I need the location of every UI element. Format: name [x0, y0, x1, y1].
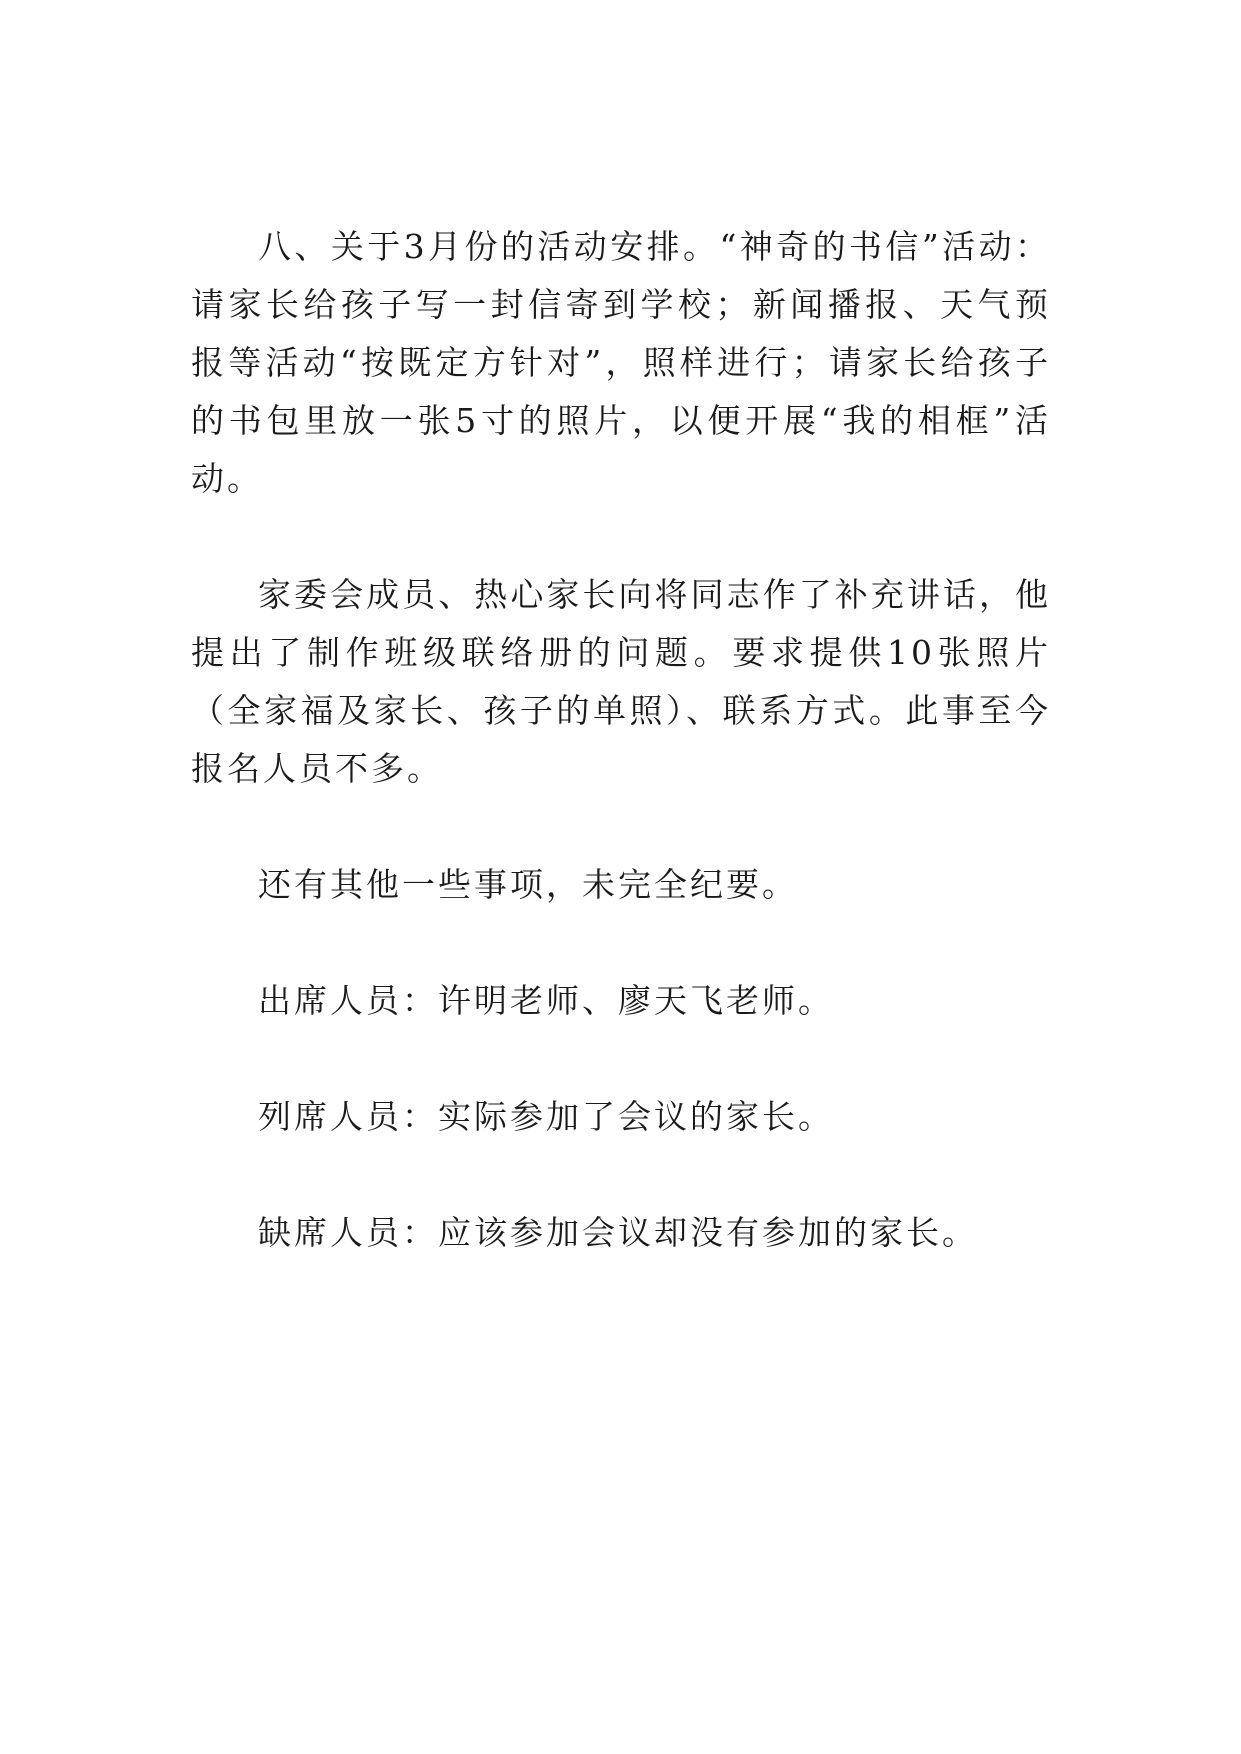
paragraph-activity-schedule: 八、关于3月份的活动安排。“神奇的书信”活动：请家长给孩子写一封信寄到学校；新闻播报、天气预报等活动“按既定方针对”，照样进行；请家长给孩子的书包里放一张5寸的照片，以便开展“我的相框”活动。 [191, 227, 1051, 498]
paragraph-attendees: 出席人员：许明老师、廖天飞老师。 [258, 981, 834, 1020]
paragraph-other-matters: 还有其他一些事项，未完全纪要。 [258, 865, 798, 904]
document-body [191, 218, 1051, 1262]
paragraph-absentees: 缺席人员：应该参加会议却没有参加的家长。 [258, 1213, 978, 1252]
paragraph-supplementary-remarks: 家委会成员、热心家长向将同志作了补充讲话，他提出了制作班级联络册的问题。要求提供10张照片（全家福及家长、孩子的单照）、联系方式。此事至今报名人员不多。 [191, 575, 1051, 788]
paragraph-observers: 列席人员：实际参加了会议的家长。 [258, 1097, 834, 1136]
